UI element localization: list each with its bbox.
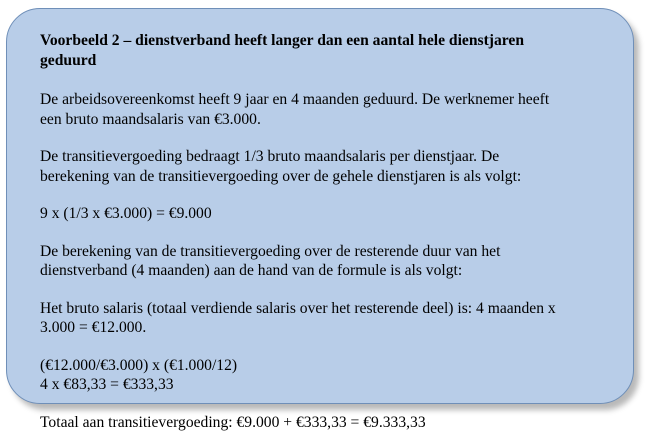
example-title (40, 31, 630, 70)
example-callout-box (6, 8, 634, 404)
title-line: Voorbeeld 2 – dienstverband heeft langer dan een aantal hele dienstjaren (40, 32, 524, 49)
title-line: geduurd (40, 52, 96, 69)
formula-line: (€12.000/€3.000) x (€1.000/12) (40, 356, 630, 376)
text-line: De transitievergoeding bedraagt 1/3 bruto maandsalaris per dienstjaar. De (40, 147, 630, 167)
paragraph-contract-duration (40, 90, 630, 129)
formula-line: 9 x (1/3 x €3.000) = €9.000 (40, 204, 630, 224)
formula-line: 4 x €83,33 = €333,33 (40, 375, 630, 395)
text-line: dienstverband (4 maanden) aan de hand van de formule is als volgt: (40, 261, 630, 281)
paragraph-remaining-salary (40, 299, 630, 338)
text-line: berekening van de transitievergoeding over de gehele dienstjaren is als volgt: (40, 167, 630, 187)
text-line: 3.000 = €12.000. (40, 318, 630, 338)
paragraph-total (40, 413, 630, 432)
text-line: De berekening van de transitievergoeding over de resterende duur van het (40, 242, 630, 262)
text-line: een bruto maandsalaris van €3.000. (40, 110, 630, 130)
text-line: Het bruto salaris (totaal verdiende salaris over het resterende deel) is: 4 maanden x (40, 299, 630, 319)
text-line: De arbeidsovereenkomst heeft 9 jaar en 4 maanden geduurd. De werknemer heeft (40, 90, 630, 110)
paragraph-remaining-intro (40, 242, 630, 281)
total-line: Totaal aan transitievergoeding: €9.000 + €333,33 = €9.333,33 (40, 413, 630, 432)
paragraph-full-years-intro (40, 147, 630, 186)
example-content (40, 31, 630, 432)
paragraph-remaining-formula (40, 356, 630, 395)
paragraph-full-years-formula (40, 204, 630, 224)
